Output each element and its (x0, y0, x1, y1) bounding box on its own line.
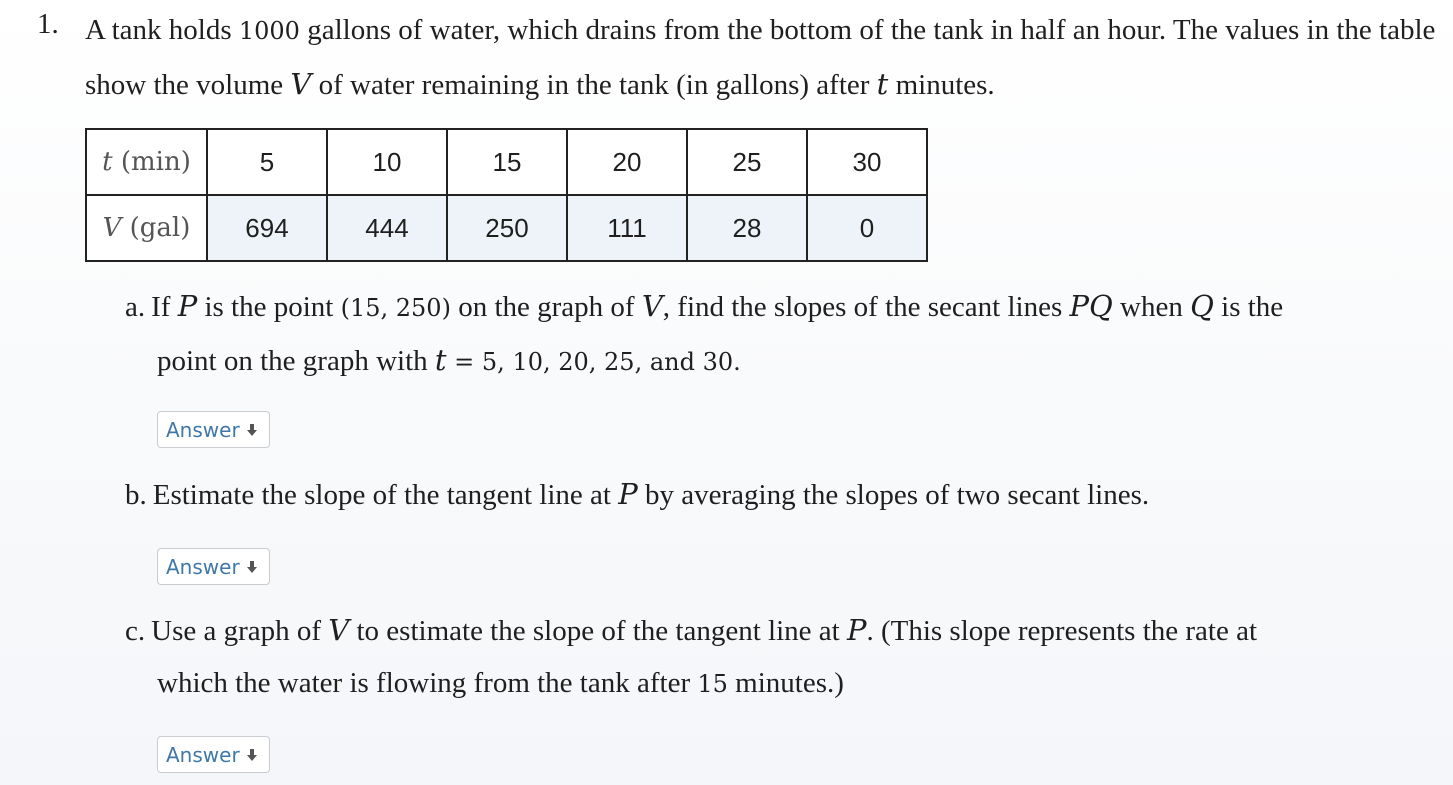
answer-button-label: Answer (166, 417, 240, 442)
answer-button-label: Answer (166, 554, 240, 579)
answer-button-label: Answer (166, 742, 240, 767)
table-cell: 250 (447, 195, 567, 261)
arrow-down-icon (246, 748, 258, 762)
part-b-label: b. (125, 479, 147, 511)
var-v: V (290, 67, 312, 101)
table-cell: 694 (207, 195, 327, 261)
arrow-down-icon (246, 560, 258, 574)
part-c-label: c. (125, 615, 146, 647)
table-cell: 10 (327, 129, 447, 195)
problem-number: 1. (37, 8, 59, 40)
part-b: b. Estimate the slope of the tangent line at P by averaging the slopes of two secant lines. (125, 468, 1425, 521)
var-t: t (876, 67, 889, 101)
table-cell: 111 (567, 195, 687, 261)
table-cell: 15 (447, 129, 567, 195)
table-cell: 30 (807, 129, 927, 195)
point-coords: (15, 250) (340, 294, 451, 322)
table-cell: 20 (567, 129, 687, 195)
table-cell: 444 (327, 195, 447, 261)
data-table (85, 128, 928, 262)
part-a: a. If P is the point (15, 250) on the graph of V, find the slopes of the secant lines PQ when Q is the point on the graph with t = 5, 10, 20, 25, and 30. (125, 280, 1425, 388)
table-cell: 0 (807, 195, 927, 261)
table-cell: 25 (687, 129, 807, 195)
tank-capacity: 1000 (238, 17, 300, 45)
part-c: c. Use a graph of V to estimate the slope of the tangent line at P. (This slope represents the rate at which the water is flowing from the tank after 15 minutes.) (125, 604, 1425, 710)
row-header-volume: V (gal) (86, 195, 207, 261)
table-cell: 5 (207, 129, 327, 195)
table-row-time (86, 129, 927, 195)
arrow-down-icon (246, 423, 258, 437)
table-cell: 28 (687, 195, 807, 261)
problem-intro: A tank holds 1000 gallons of water, which drains from the bottom of the tank in half an hour. The values in the table show the volume V of water remaining in the tank (in gallons) after t minutes. (85, 14, 1436, 101)
answer-button-b[interactable] (157, 548, 270, 585)
part-a-label: a. (125, 291, 146, 323)
answer-button-a[interactable] (157, 411, 270, 448)
table-row-volume (86, 195, 927, 261)
answer-button-c[interactable] (157, 736, 270, 773)
t-values: = 5, 10, 20, 25, and 30. (446, 348, 741, 376)
row-header-time: t (min) (86, 129, 207, 195)
